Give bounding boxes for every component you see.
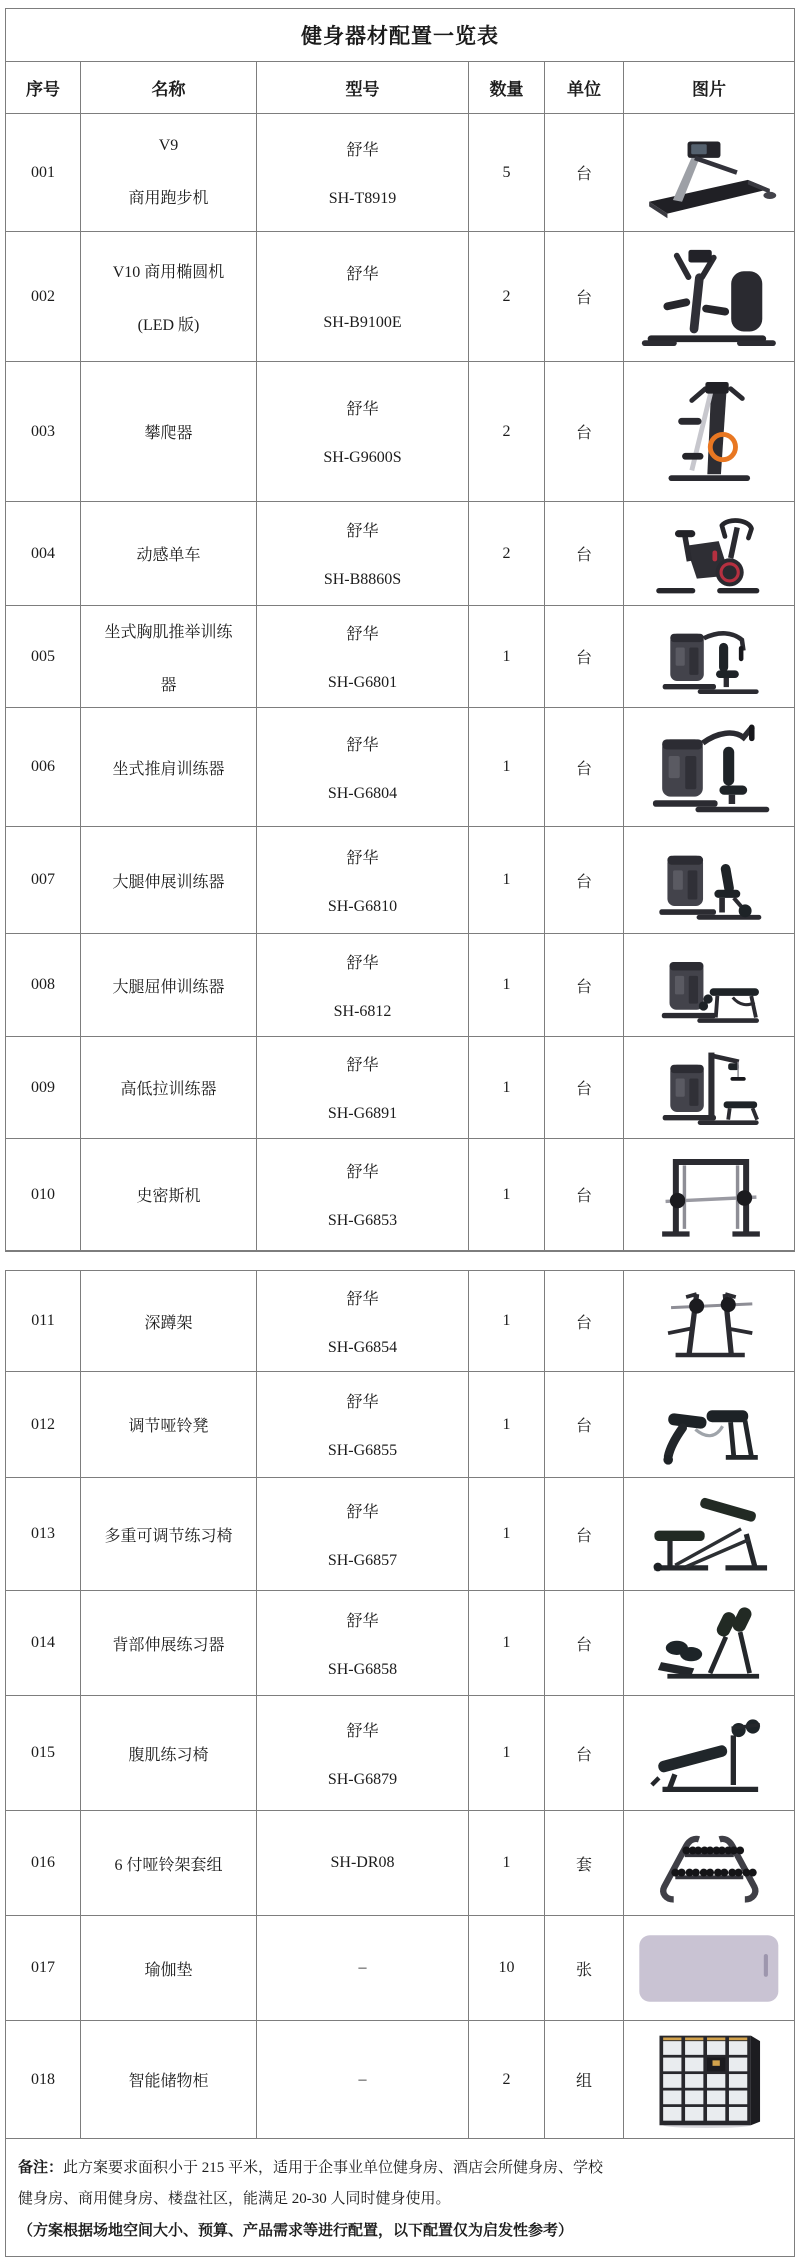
- name-cell: [81, 1139, 257, 1251]
- model-cell: [257, 502, 469, 606]
- name-cell: [81, 1478, 257, 1591]
- name-cell: [81, 232, 257, 362]
- no-cell: 009: [6, 1037, 81, 1139]
- model-cell: [257, 362, 469, 502]
- climber-image: [651, 381, 768, 483]
- qty-cell: 1: [469, 1037, 545, 1139]
- qty-cell: 1: [469, 1696, 545, 1811]
- equipment-name: 大腿伸展训练器: [112, 873, 225, 891]
- equipment-model: 舒华 SH-G6879: [327, 1722, 398, 1788]
- leg-curl-machine-image: [651, 945, 767, 1026]
- equipment-name: 调节哑铃凳: [128, 1418, 209, 1435]
- qty-cell: 1: [469, 934, 545, 1037]
- no-cell: 005: [6, 606, 81, 708]
- no-cell: 012: [6, 1372, 81, 1478]
- name-cell: [81, 362, 257, 502]
- equipment-row-016: [6, 1811, 794, 1916]
- image-cell: [624, 1916, 794, 2021]
- yoga-mat-image: [631, 1927, 787, 2010]
- qty-cell: 1: [469, 1811, 545, 1916]
- equipment-row-006: [6, 708, 794, 827]
- equipment-row-015: [6, 1696, 794, 1811]
- qty-cell: 1: [469, 708, 545, 827]
- model-cell: [257, 1139, 469, 1251]
- unit-cell: 台: [545, 1478, 624, 1591]
- equipment-name: 腹肌练习椅: [128, 1746, 209, 1764]
- qty-cell: 10: [469, 1916, 545, 2021]
- note-label: 备注：: [18, 2159, 64, 2176]
- qty-cell: 2: [469, 502, 545, 606]
- equipment-name: 动感单车: [136, 547, 201, 564]
- no-cell: 010: [6, 1139, 81, 1251]
- name-cell: [81, 708, 257, 827]
- smart-locker-image: [654, 2032, 764, 2128]
- squat-rack-image: [653, 1282, 766, 1361]
- equipment-row-008: [6, 934, 794, 1037]
- no-cell: 014: [6, 1591, 81, 1696]
- equipment-name: 6 付哑铃架套组: [114, 1856, 223, 1874]
- model-cell: [257, 1372, 469, 1478]
- qty-cell: 1: [469, 1139, 545, 1251]
- equipment-row-003: [6, 362, 794, 502]
- unit-cell: 台: [545, 606, 624, 708]
- col-header-qty: 数量: [469, 62, 545, 114]
- unit-cell: 台: [545, 1372, 624, 1478]
- unit-cell: 台: [545, 1271, 624, 1372]
- image-cell: [624, 1271, 794, 1372]
- equipment-model: 舒华 SH-G6801: [327, 626, 398, 691]
- equipment-model: 舒华 SH-6812: [333, 954, 392, 1020]
- equipment-name: 高低拉训练器: [120, 1081, 217, 1098]
- no-cell: 017: [6, 1916, 81, 2021]
- spin-bike-image: [650, 513, 767, 595]
- equipment-model: 舒华 SH-B9100E: [323, 266, 402, 331]
- equipment-row-013: [6, 1478, 794, 1591]
- name-cell: [81, 502, 257, 606]
- qty-cell: 1: [469, 1591, 545, 1696]
- unit-cell: 台: [545, 1139, 624, 1251]
- unit-cell: 台: [545, 827, 624, 934]
- unit-cell: 套: [545, 1811, 624, 1916]
- model-cell: [257, 827, 469, 934]
- treadmill-image: [640, 125, 777, 221]
- qty-cell: 2: [469, 232, 545, 362]
- equipment-row-002: [6, 232, 794, 362]
- no-cell: 007: [6, 827, 81, 934]
- model-cell: [257, 1478, 469, 1591]
- equipment-model: 舒华 SH-G6854: [327, 1290, 398, 1356]
- name-cell: [81, 1271, 257, 1372]
- table-split-gap: [5, 1252, 800, 1270]
- name-cell: [81, 114, 257, 232]
- model-cell: [257, 708, 469, 827]
- name-cell: [81, 1811, 257, 1916]
- no-cell: 013: [6, 1478, 81, 1591]
- unit-cell: 台: [545, 934, 624, 1037]
- equipment-table-part1: [5, 8, 795, 1252]
- note-line-2: 健身房、商用健身房、楼盘社区，能满足 20-30 人同时健身使用。: [18, 2191, 451, 2207]
- multi-adjust-bench-image: [644, 1489, 774, 1580]
- model-cell: [257, 232, 469, 362]
- equipment-name: V10 商用椭圆机 (LED 版): [112, 263, 225, 334]
- equipment-name: 坐式推肩训练器: [112, 760, 225, 778]
- page-title: 健身器材配置一览表: [6, 9, 794, 62]
- image-cell: [624, 502, 794, 606]
- equipment-model: 舒华 SH-G6804: [327, 736, 398, 802]
- name-cell: [81, 827, 257, 934]
- model-cell: [257, 2021, 469, 2139]
- unit-cell: 台: [545, 1037, 624, 1139]
- equipment-row-007: [6, 827, 794, 934]
- name-cell: [81, 606, 257, 708]
- equipment-row-001: [6, 114, 794, 232]
- name-cell: [81, 2021, 257, 2139]
- unit-cell: 台: [545, 502, 624, 606]
- model-cell: [257, 934, 469, 1037]
- col-header-image: 图片: [624, 62, 794, 114]
- no-cell: 006: [6, 708, 81, 827]
- equipment-model: –: [358, 1959, 367, 1976]
- no-cell: 018: [6, 2021, 81, 2139]
- col-header-model: 型号: [257, 62, 469, 114]
- equipment-model: –: [358, 2070, 367, 2088]
- unit-cell: 台: [545, 1591, 624, 1696]
- model-cell: [257, 606, 469, 708]
- no-cell: 001: [6, 114, 81, 232]
- qty-cell: 1: [469, 1372, 545, 1478]
- no-cell: 002: [6, 232, 81, 362]
- no-cell: 003: [6, 362, 81, 502]
- equipment-row-012: [6, 1372, 794, 1478]
- no-cell: 011: [6, 1271, 81, 1372]
- equipment-model: 舒华 SH-G6855: [327, 1394, 398, 1459]
- no-cell: 016: [6, 1811, 81, 1916]
- image-cell: [624, 362, 794, 502]
- no-cell: 004: [6, 502, 81, 606]
- image-cell: [624, 232, 794, 362]
- table-header-row: [6, 62, 794, 114]
- model-cell: [257, 1696, 469, 1811]
- no-cell: 015: [6, 1696, 81, 1811]
- equipment-model: 舒华 SH-G6858: [327, 1612, 398, 1678]
- model-cell: [257, 114, 469, 232]
- image-cell: [624, 1372, 794, 1478]
- equipment-model: 舒华 SH-G6857: [327, 1503, 398, 1569]
- equipment-table-part2: [5, 1270, 795, 2257]
- equipment-row-009: [6, 1037, 794, 1139]
- model-cell: [257, 1916, 469, 2021]
- qty-cell: 2: [469, 362, 545, 502]
- pulldown-machine-image: [652, 1048, 766, 1128]
- remarks-note: [6, 2139, 794, 2256]
- col-header-no: 序号: [6, 62, 81, 114]
- equipment-row-017: [6, 1916, 794, 2021]
- image-cell: [624, 708, 794, 827]
- col-header-unit: 单位: [545, 62, 624, 114]
- equipment-model: 舒华 SH-G6810: [327, 849, 398, 915]
- model-cell: [257, 1591, 469, 1696]
- equipment-model: 舒华 SH-G9600S: [323, 401, 402, 466]
- equipment-model: 舒华 SH-T8919: [328, 142, 397, 207]
- equipment-name: 攀爬器: [144, 425, 193, 442]
- no-cell: 008: [6, 934, 81, 1037]
- image-cell: [624, 114, 794, 232]
- name-cell: [81, 1696, 257, 1811]
- col-header-name: 名称: [81, 62, 257, 114]
- qty-cell: 1: [469, 1478, 545, 1591]
- note-line-3: （方案根据场地空间大小、预算、产品需求等进行配置，以下配置仅为启发性参考）: [18, 2222, 574, 2239]
- equipment-model: SH-DR08: [330, 1854, 395, 1871]
- equipment-model: 舒华 SH-G6853: [327, 1164, 398, 1229]
- equipment-model: 舒华 SH-B8860S: [323, 523, 402, 588]
- image-cell: [624, 1139, 794, 1251]
- name-cell: [81, 1916, 257, 2021]
- equipment-row-005: [6, 606, 794, 708]
- qty-cell: 1: [469, 827, 545, 934]
- qty-cell: 2: [469, 2021, 545, 2139]
- equipment-name: 坐式胸肌推举训练 器: [104, 623, 233, 694]
- elliptical-image: [636, 246, 782, 348]
- image-cell: [624, 1037, 794, 1139]
- image-cell: [624, 606, 794, 708]
- equipment-row-018: [6, 2021, 794, 2139]
- equipment-name: 智能储物柜: [128, 2073, 209, 2090]
- shoulder-press-machine-image: [640, 719, 779, 816]
- note-line-1: 备注：此方案要求面积小于 215 平米，适用于企事业单位健身房、酒店会所健身房、学校: [18, 2159, 604, 2176]
- dumbbell-rack-image: [650, 1822, 769, 1905]
- back-extension-bench-image: [650, 1602, 769, 1685]
- image-cell: [624, 934, 794, 1037]
- equipment-name: 史密斯机: [136, 1188, 201, 1205]
- unit-cell: 台: [545, 232, 624, 362]
- ab-bench-image: [643, 1707, 776, 1800]
- image-cell: [624, 1696, 794, 1811]
- image-cell: [624, 1478, 794, 1591]
- leg-extension-machine-image: [648, 838, 769, 923]
- unit-cell: 张: [545, 1916, 624, 2021]
- unit-cell: 台: [545, 708, 624, 827]
- equipment-name: 多重可调节练习椅: [104, 1527, 233, 1545]
- equipment-row-010: [6, 1139, 794, 1251]
- equipment-row-004: [6, 502, 794, 606]
- qty-cell: 5: [469, 114, 545, 232]
- unit-cell: 台: [545, 114, 624, 232]
- image-cell: [624, 1811, 794, 1916]
- unit-cell: 台: [545, 1696, 624, 1811]
- name-cell: [81, 934, 257, 1037]
- name-cell: [81, 1037, 257, 1139]
- model-cell: [257, 1811, 469, 1916]
- equipment-name: 背部伸展练习器: [112, 1636, 225, 1654]
- equipment-name: 瑜伽垫: [144, 1961, 193, 1979]
- name-cell: [81, 1591, 257, 1696]
- image-cell: [624, 2021, 794, 2139]
- smith-machine-image: [645, 1150, 774, 1240]
- unit-cell: 台: [545, 362, 624, 502]
- qty-cell: 1: [469, 606, 545, 708]
- equipment-name: 深蹲架: [144, 1314, 193, 1332]
- equipment-row-014: [6, 1591, 794, 1696]
- chest-press-machine-image: [652, 617, 766, 697]
- model-cell: [257, 1271, 469, 1372]
- equipment-row-011: [6, 1271, 794, 1372]
- image-cell: [624, 1591, 794, 1696]
- qty-cell: 1: [469, 1271, 545, 1372]
- model-cell: [257, 1037, 469, 1139]
- image-cell: [624, 827, 794, 934]
- equipment-name: V9 商用跑步机: [128, 137, 209, 207]
- name-cell: [81, 1372, 257, 1478]
- equipment-model: 舒华 SH-G6891: [327, 1057, 398, 1122]
- unit-cell: 组: [545, 2021, 624, 2139]
- adjustable-bench-image: [649, 1383, 769, 1467]
- equipment-name: 大腿屈伸训练器: [112, 978, 225, 996]
